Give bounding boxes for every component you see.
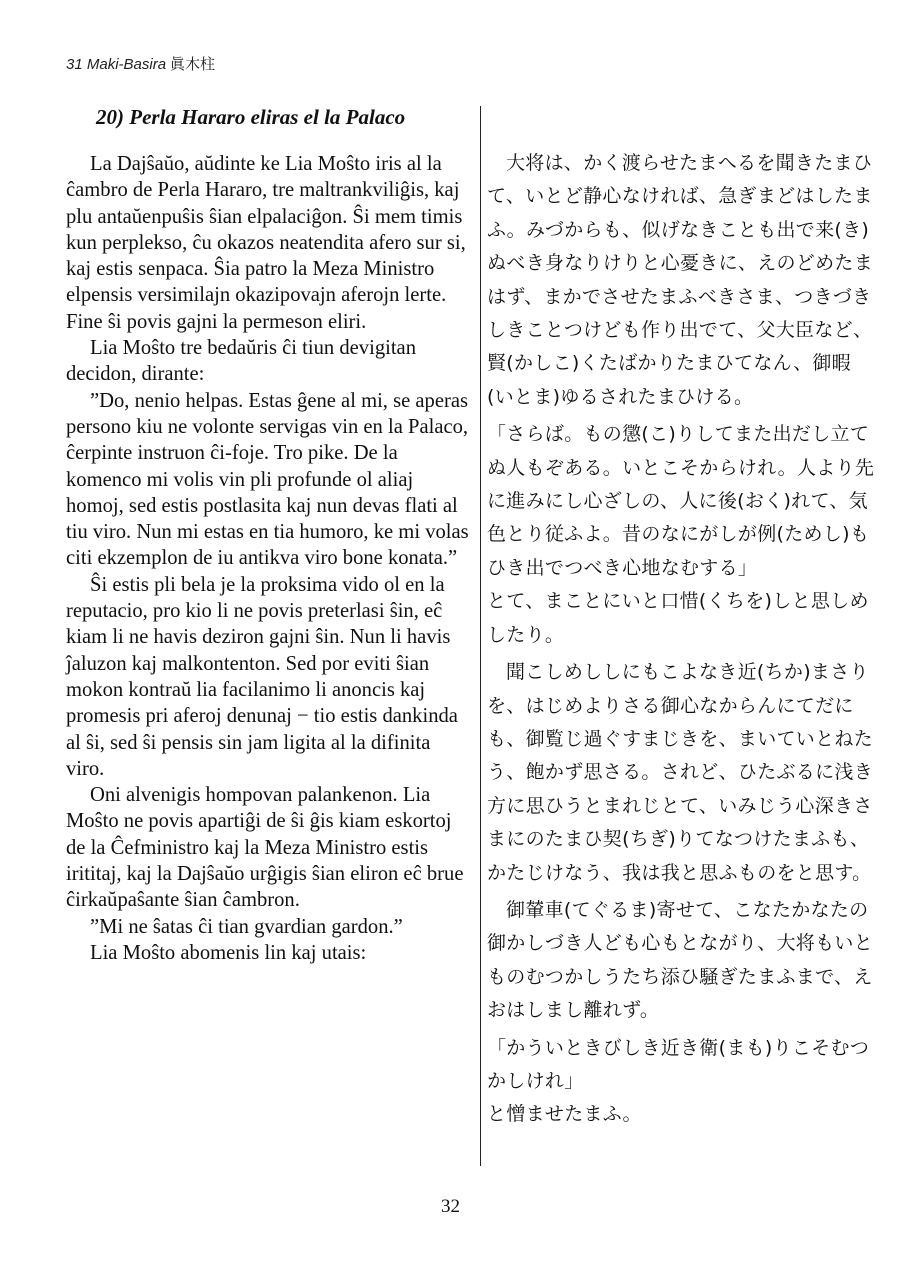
running-header-text: 31 Maki-Basira bbox=[66, 56, 167, 73]
esperanto-paragraph: Oni alvenigis hompovan palankenon. Lia Moŝto ne povis apartiĝi de ŝi ĝis kiam eskortoj de la Ĉefministro kaj la Meza Ministro estis irititaj, kaj la Dajŝaŭo urĝigis ŝian eliron eĉ brue ĉirkaŭpaŝante ŝian ĉambron. bbox=[66, 784, 464, 912]
esperanto-paragraph: Lia Moŝto abomenis lin kaj utais: bbox=[90, 941, 367, 964]
esperanto-paragraph: La Dajŝaŭo, aŭdinte ke Lia Moŝto iris al la ĉambro de Perla Hararo, tre maltrankviliĝis, kaj plu antaŭenpuŝis ŝian elpalaciĝon. Ŝi mem timis kun perplekso, ĉu okazos neatendita afero sur si, kaj estis senpaca. Ŝia patro la Meza Ministro elpensis versimilajn okazipovajn aferojn lerte. Fine ŝi povis gajni la permeson eliri. bbox=[66, 153, 466, 333]
running-header-kanji: 眞木柱 bbox=[170, 56, 216, 73]
japanese-paragraph: 「かういときびしき近き衛(まも)りこそむつかしけれ」 bbox=[487, 1036, 870, 1092]
esperanto-paragraph: ”Mi ne ŝatas ĉi tian gvardian gardon.” bbox=[90, 915, 403, 938]
japanese-paragraph: と憎ませたまふ。 bbox=[487, 1103, 642, 1126]
japanese-paragraph: 聞こしめししにもこよなき近(ちか)まさりを、はじめよりさる御心なからんにてだにも、御覧じ過ぐすまじきを、まいていとねたう、飽かず思さる。されど、ひたぶるに浅き方に思ひうとまれじとて、いみじう心深きさまにのたまひ契(ちぎ)りてなつけたまふも、かたじけなう、我は我と思ふものをと思す。 bbox=[487, 661, 874, 884]
esperanto-paragraph: ”Do, nenio helpas. Estas ĝene al mi, se aperas persono kiu ne volonte servigas vin en la Palaco, ĉerpinte instruon ĉi-foje. Tro pike. De la komenco mi volis vin pli profunde ol aliaj homoj, sed estis postlasita kaj nun devas flati al tiu viro. Nun mi estas en tia humoro, ke mi volas citi ekzemplon de iu antikva viro bone konata.” bbox=[66, 389, 469, 570]
japanese-paragraph: 御輦車(てぐるま)寄せて、こなたかなたの御かしづき人ども心もとながり、大将もいとものむつかしうたち添ひ騒ぎたまふまで、えおはしまし離れず。 bbox=[487, 898, 874, 1022]
japanese-paragraph: とて、まことにいと口惜(くちを)しと思しめしたり。 bbox=[487, 590, 869, 646]
esperanto-paragraph: Ŝi estis pli bela je la proksima vido ol en la reputacio, pro kio li ne povis preterlasi ŝin, eĉ kiam li ne havis deziron gajni ŝin. Nun li havis ĵaluzon kaj malkontenton. Sed por eviti ŝian mokon kontraŭ lia facilanimo li anoncis kaj promesis pri aferoj denunaj − tio estis dankinda al ŝi, sed ŝi pensis sin jam ligita al la difinita viro. bbox=[66, 573, 458, 780]
section-title: 20) Perla Hararo eliras el la Palaco bbox=[96, 105, 406, 129]
japanese-paragraph: 「さらば。もの懲(こ)りしてまた出だし立てぬ人もぞある。いとこそからけれ。人より先に進みにし心ざしの、人に後(おく)れて、気色とり従ふよ。昔のなにがしが例(ためし)もひき出でつべき心地なむする」 bbox=[487, 423, 875, 579]
running-header bbox=[66, 53, 215, 74]
esperanto-column bbox=[66, 104, 470, 966]
esperanto-paragraph: Lia Moŝto tre bedaŭris ĉi tiun devigitan decidon, dirante: bbox=[66, 337, 416, 386]
japanese-column bbox=[487, 147, 877, 1132]
column-divider bbox=[480, 106, 481, 1166]
page-number: 32 bbox=[441, 1196, 460, 1217]
japanese-paragraph: 大将は、かく渡らせたまへるを聞きたまひて、いとど静心なければ、急ぎまどはしたまふ。みづからも、似げなきことも出で来(き)ぬべき身なりけりと心憂きに、えのどめたまはず、まかでさせたまふべきさま、つきづきしきことつけども作り出でて、父大臣など、賢(かしこ)くたばかりたまひてなん、御暇(いとま)ゆるされたまひける。 bbox=[487, 152, 874, 408]
